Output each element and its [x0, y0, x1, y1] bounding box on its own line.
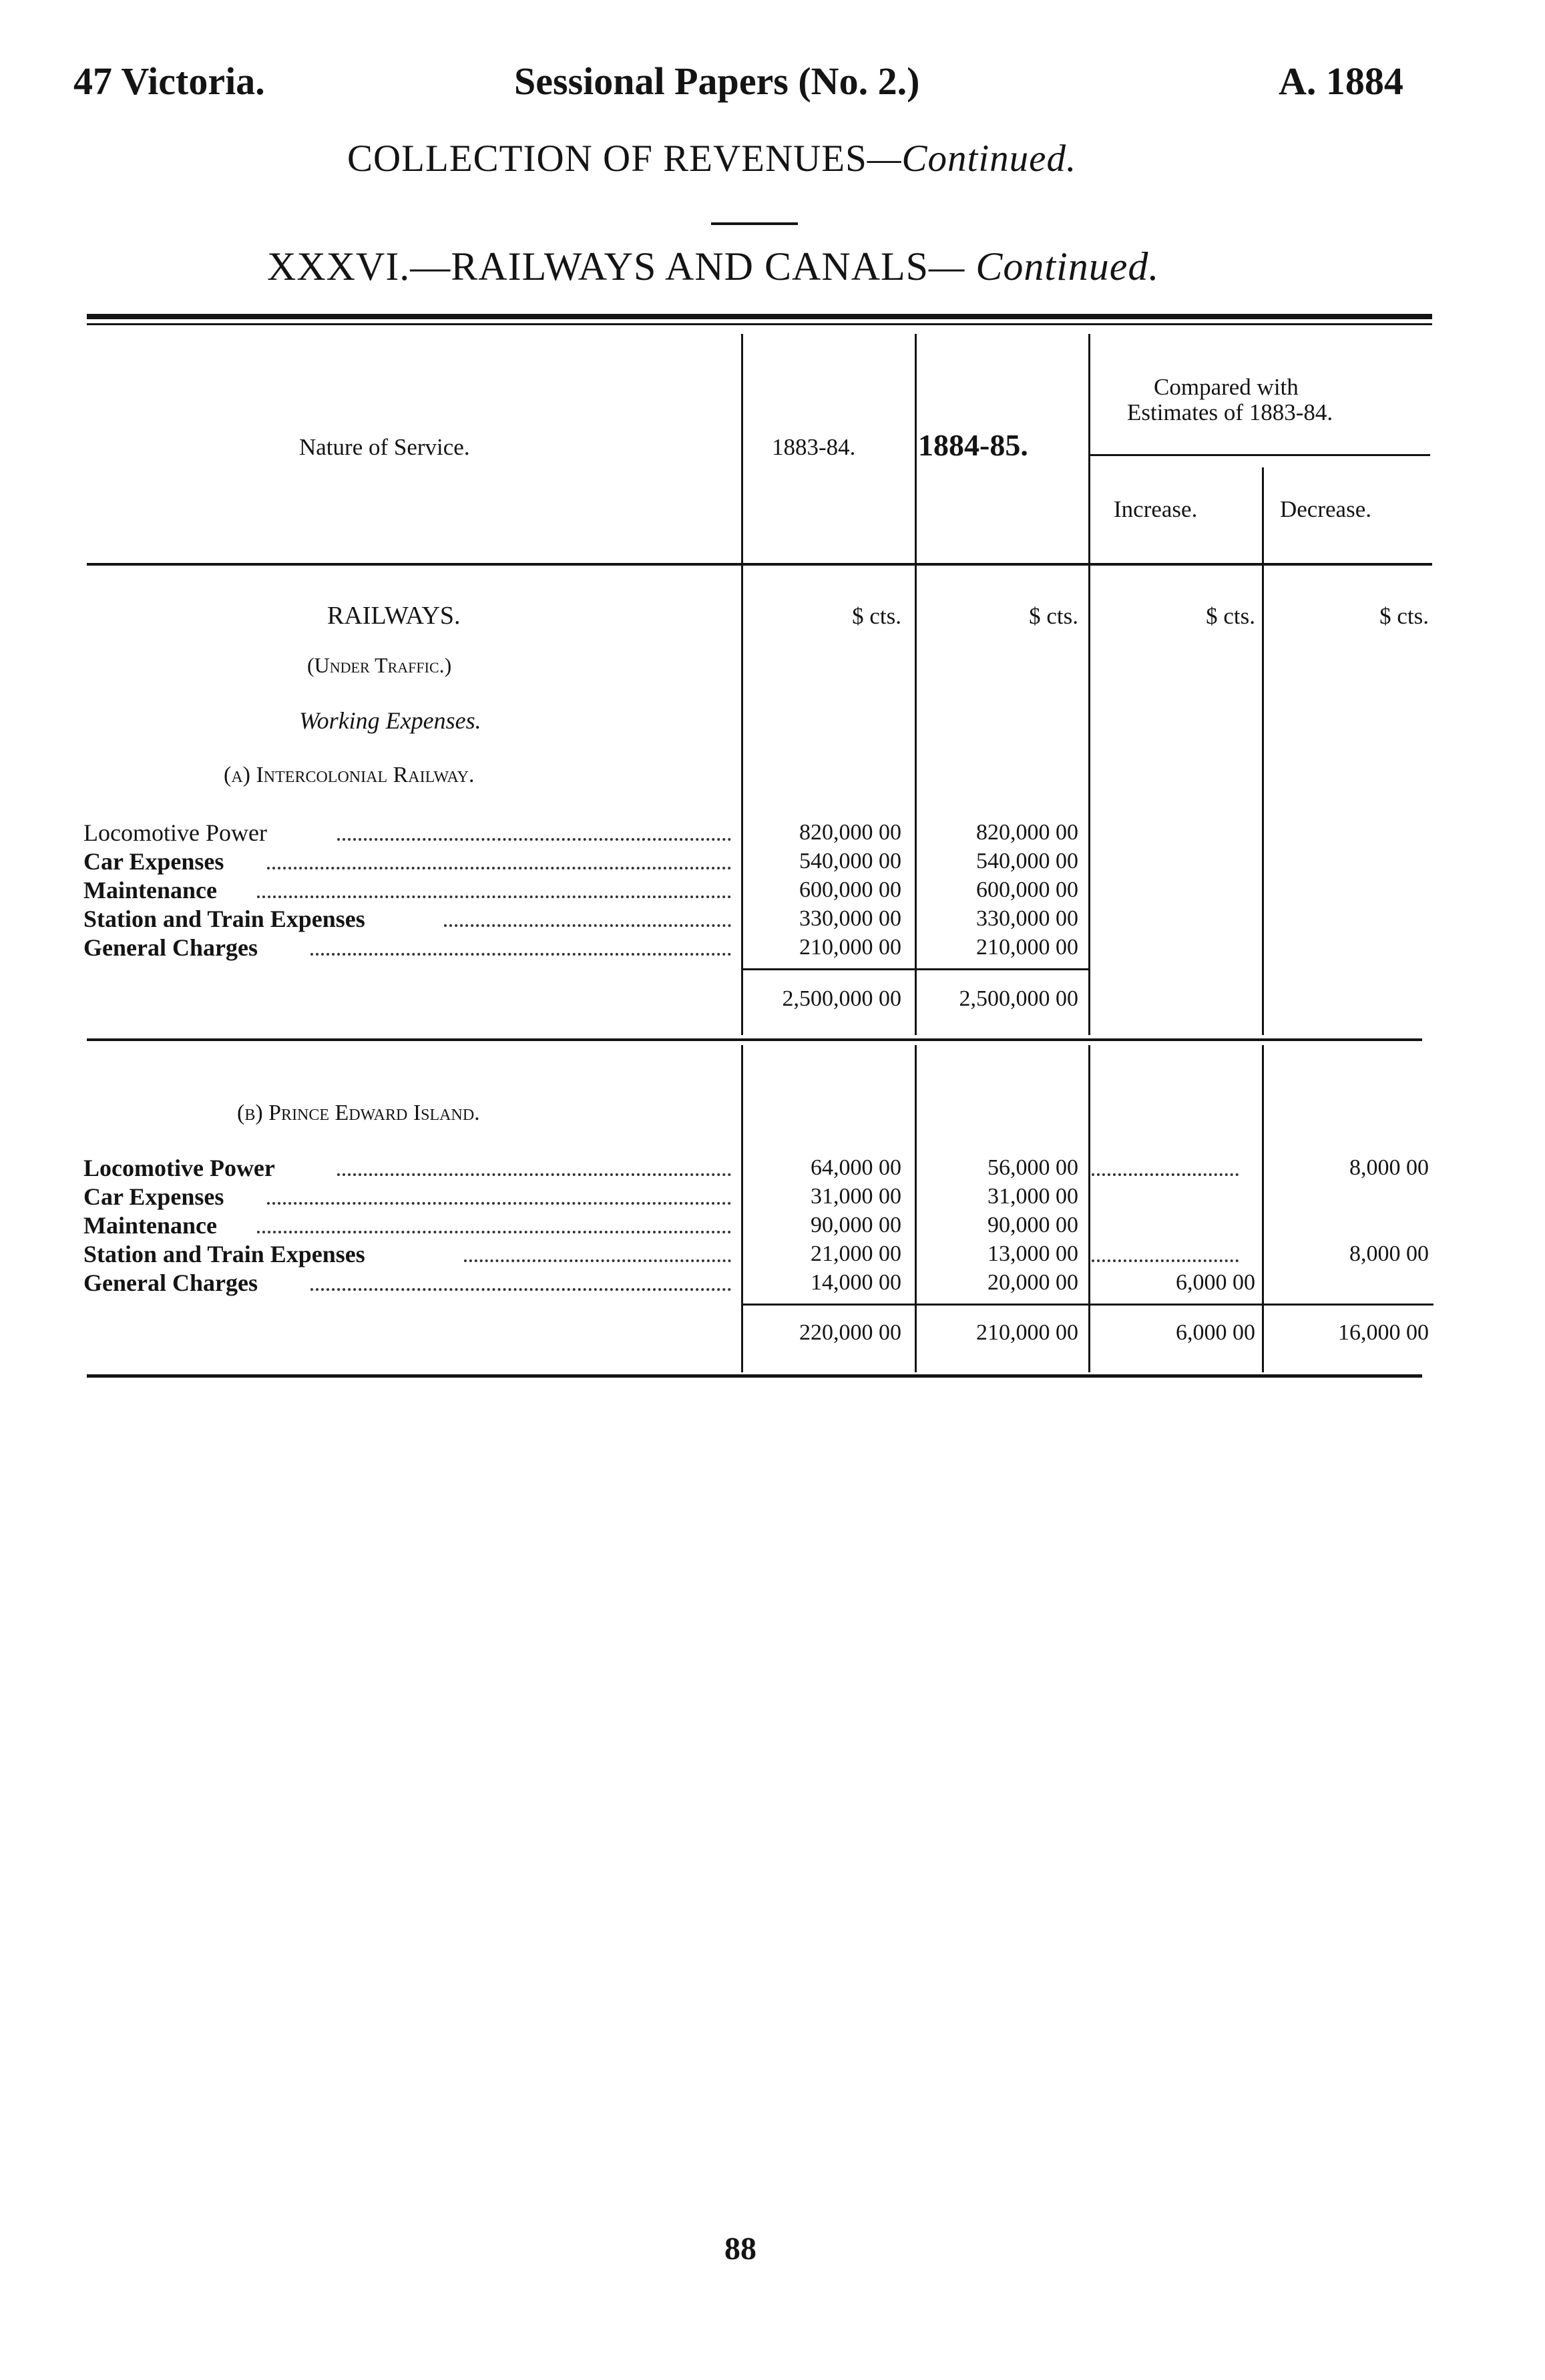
group-b-total-increase: 6,000 00 [1176, 1320, 1255, 1345]
page-number: 88 [724, 2231, 756, 2266]
header-year-2: 1884-85. [918, 428, 1028, 462]
cell-y1: 330,000 00 [799, 906, 901, 931]
row-label: General Charges [83, 1269, 258, 1296]
cell-y1: 210,000 00 [799, 935, 901, 960]
section-railways: RAILWAYS. [327, 602, 461, 630]
unit-col-y2: $ cts. [1029, 603, 1078, 629]
dot-leader [337, 1173, 731, 1176]
dot-leader [257, 1231, 731, 1233]
dot-leader [257, 896, 731, 898]
cell-y1: 600,000 00 [799, 877, 901, 902]
cell-y1: 14,000 00 [811, 1270, 901, 1295]
group-b-total-y1: 220,000 00 [799, 1320, 901, 1345]
cell-y1: 21,000 00 [811, 1241, 901, 1266]
row-label: General Charges [83, 934, 258, 961]
group-b-total-decrease: 16,000 00 [1338, 1320, 1429, 1345]
row-label: Locomotive Power [83, 819, 267, 846]
unit-col-y1: $ cts. [852, 603, 901, 629]
row-label: Car Expenses [83, 1183, 224, 1210]
group-a-title: (a) Intercolonial Railway. [224, 763, 475, 787]
unit-col-increase: $ cts. [1206, 603, 1255, 629]
cell-y2: 13,000 00 [987, 1241, 1078, 1266]
cell-y2: 20,000 00 [987, 1270, 1078, 1295]
cell-y1: 90,000 00 [811, 1213, 901, 1237]
table-top-rule-thin [87, 323, 1432, 325]
title-section-suffix: — Continued. [929, 244, 1160, 288]
title-main: COLLECTION OF REVENUES [347, 138, 867, 180]
unit-col-decrease: $ cts. [1379, 603, 1429, 629]
cell-y2: 90,000 00 [987, 1213, 1078, 1237]
cell-y1: 64,000 00 [811, 1155, 901, 1180]
cell-y1: 31,000 00 [811, 1184, 901, 1209]
title-divider [711, 222, 798, 225]
header-bottom-rule [87, 563, 1432, 566]
cell-decrease: 8,000 00 [1349, 1241, 1429, 1266]
row-label: Station and Train Expenses [83, 906, 365, 932]
section-title [267, 244, 1159, 290]
cell-y2: 540,000 00 [976, 849, 1078, 873]
cell-y2: 820,000 00 [976, 820, 1078, 845]
title-main-suffix: —Continued. [867, 138, 1077, 180]
header-center: Sessional Papers (No. 2.) [514, 59, 920, 103]
group-b-total-rule [742, 1304, 1433, 1306]
dot-leader [310, 1288, 731, 1291]
header-right: A. 1884 [1279, 59, 1403, 103]
cell-y2: 210,000 00 [976, 935, 1078, 960]
title-section: XXXVI.—RAILWAYS AND CANALS [267, 244, 929, 288]
dot-leader [267, 1202, 731, 1205]
header-decrease: Decrease. [1280, 496, 1371, 522]
cell-y2: 600,000 00 [976, 877, 1078, 902]
header-year-1: 1883-84. [772, 434, 856, 460]
cell-y2: 56,000 00 [987, 1155, 1078, 1180]
row-label: Station and Train Expenses [83, 1241, 365, 1267]
cell-increase: 6,000 00 [1176, 1270, 1255, 1295]
dot-leader [267, 867, 731, 869]
group-b-total-y2: 210,000 00 [976, 1320, 1078, 1345]
group-a-total-y2: 2,500,000 00 [959, 986, 1078, 1011]
cell-decrease: 8,000 00 [1349, 1155, 1429, 1180]
section-under-traffic: (Under Traffic.) [307, 653, 452, 677]
table-top-rule [87, 314, 1432, 319]
dot-leader [1092, 1259, 1239, 1262]
cell-y2: 31,000 00 [987, 1184, 1078, 1209]
cell-y1: 540,000 00 [799, 849, 901, 873]
header-nature: Nature of Service. [299, 434, 470, 460]
col-rule-3 [1088, 334, 1090, 1035]
header-left: 47 Victoria. [73, 59, 265, 103]
dot-leader [1092, 1173, 1239, 1176]
group-a-bottom-rule [87, 1038, 1422, 1041]
dot-leader [464, 1259, 731, 1262]
row-label: Locomotive Power [83, 1155, 275, 1181]
row-label: Car Expenses [83, 848, 224, 875]
cell-y1: 820,000 00 [799, 820, 901, 845]
dot-leader [337, 838, 731, 841]
col-rule-4 [1262, 467, 1264, 1035]
row-label: Maintenance [83, 877, 217, 904]
table-bottom-rule [87, 1374, 1422, 1378]
page-title [347, 137, 1076, 180]
header-compared-1: Compared with [1154, 374, 1299, 400]
dot-leader [310, 953, 731, 956]
section-working-expenses: Working Expenses. [299, 707, 481, 734]
group-a-total-rule [742, 968, 1088, 970]
cell-y2: 330,000 00 [976, 906, 1078, 931]
dot-leader [444, 924, 731, 927]
group-a-total-y1: 2,500,000 00 [782, 986, 901, 1011]
header-increase: Increase. [1114, 496, 1198, 522]
row-label: Maintenance [83, 1212, 217, 1239]
header-compared-2: Estimates of 1883-84. [1127, 399, 1333, 425]
header-compared-rule [1090, 454, 1430, 456]
group-b-title: (b) Prince Edward Island. [237, 1101, 480, 1125]
